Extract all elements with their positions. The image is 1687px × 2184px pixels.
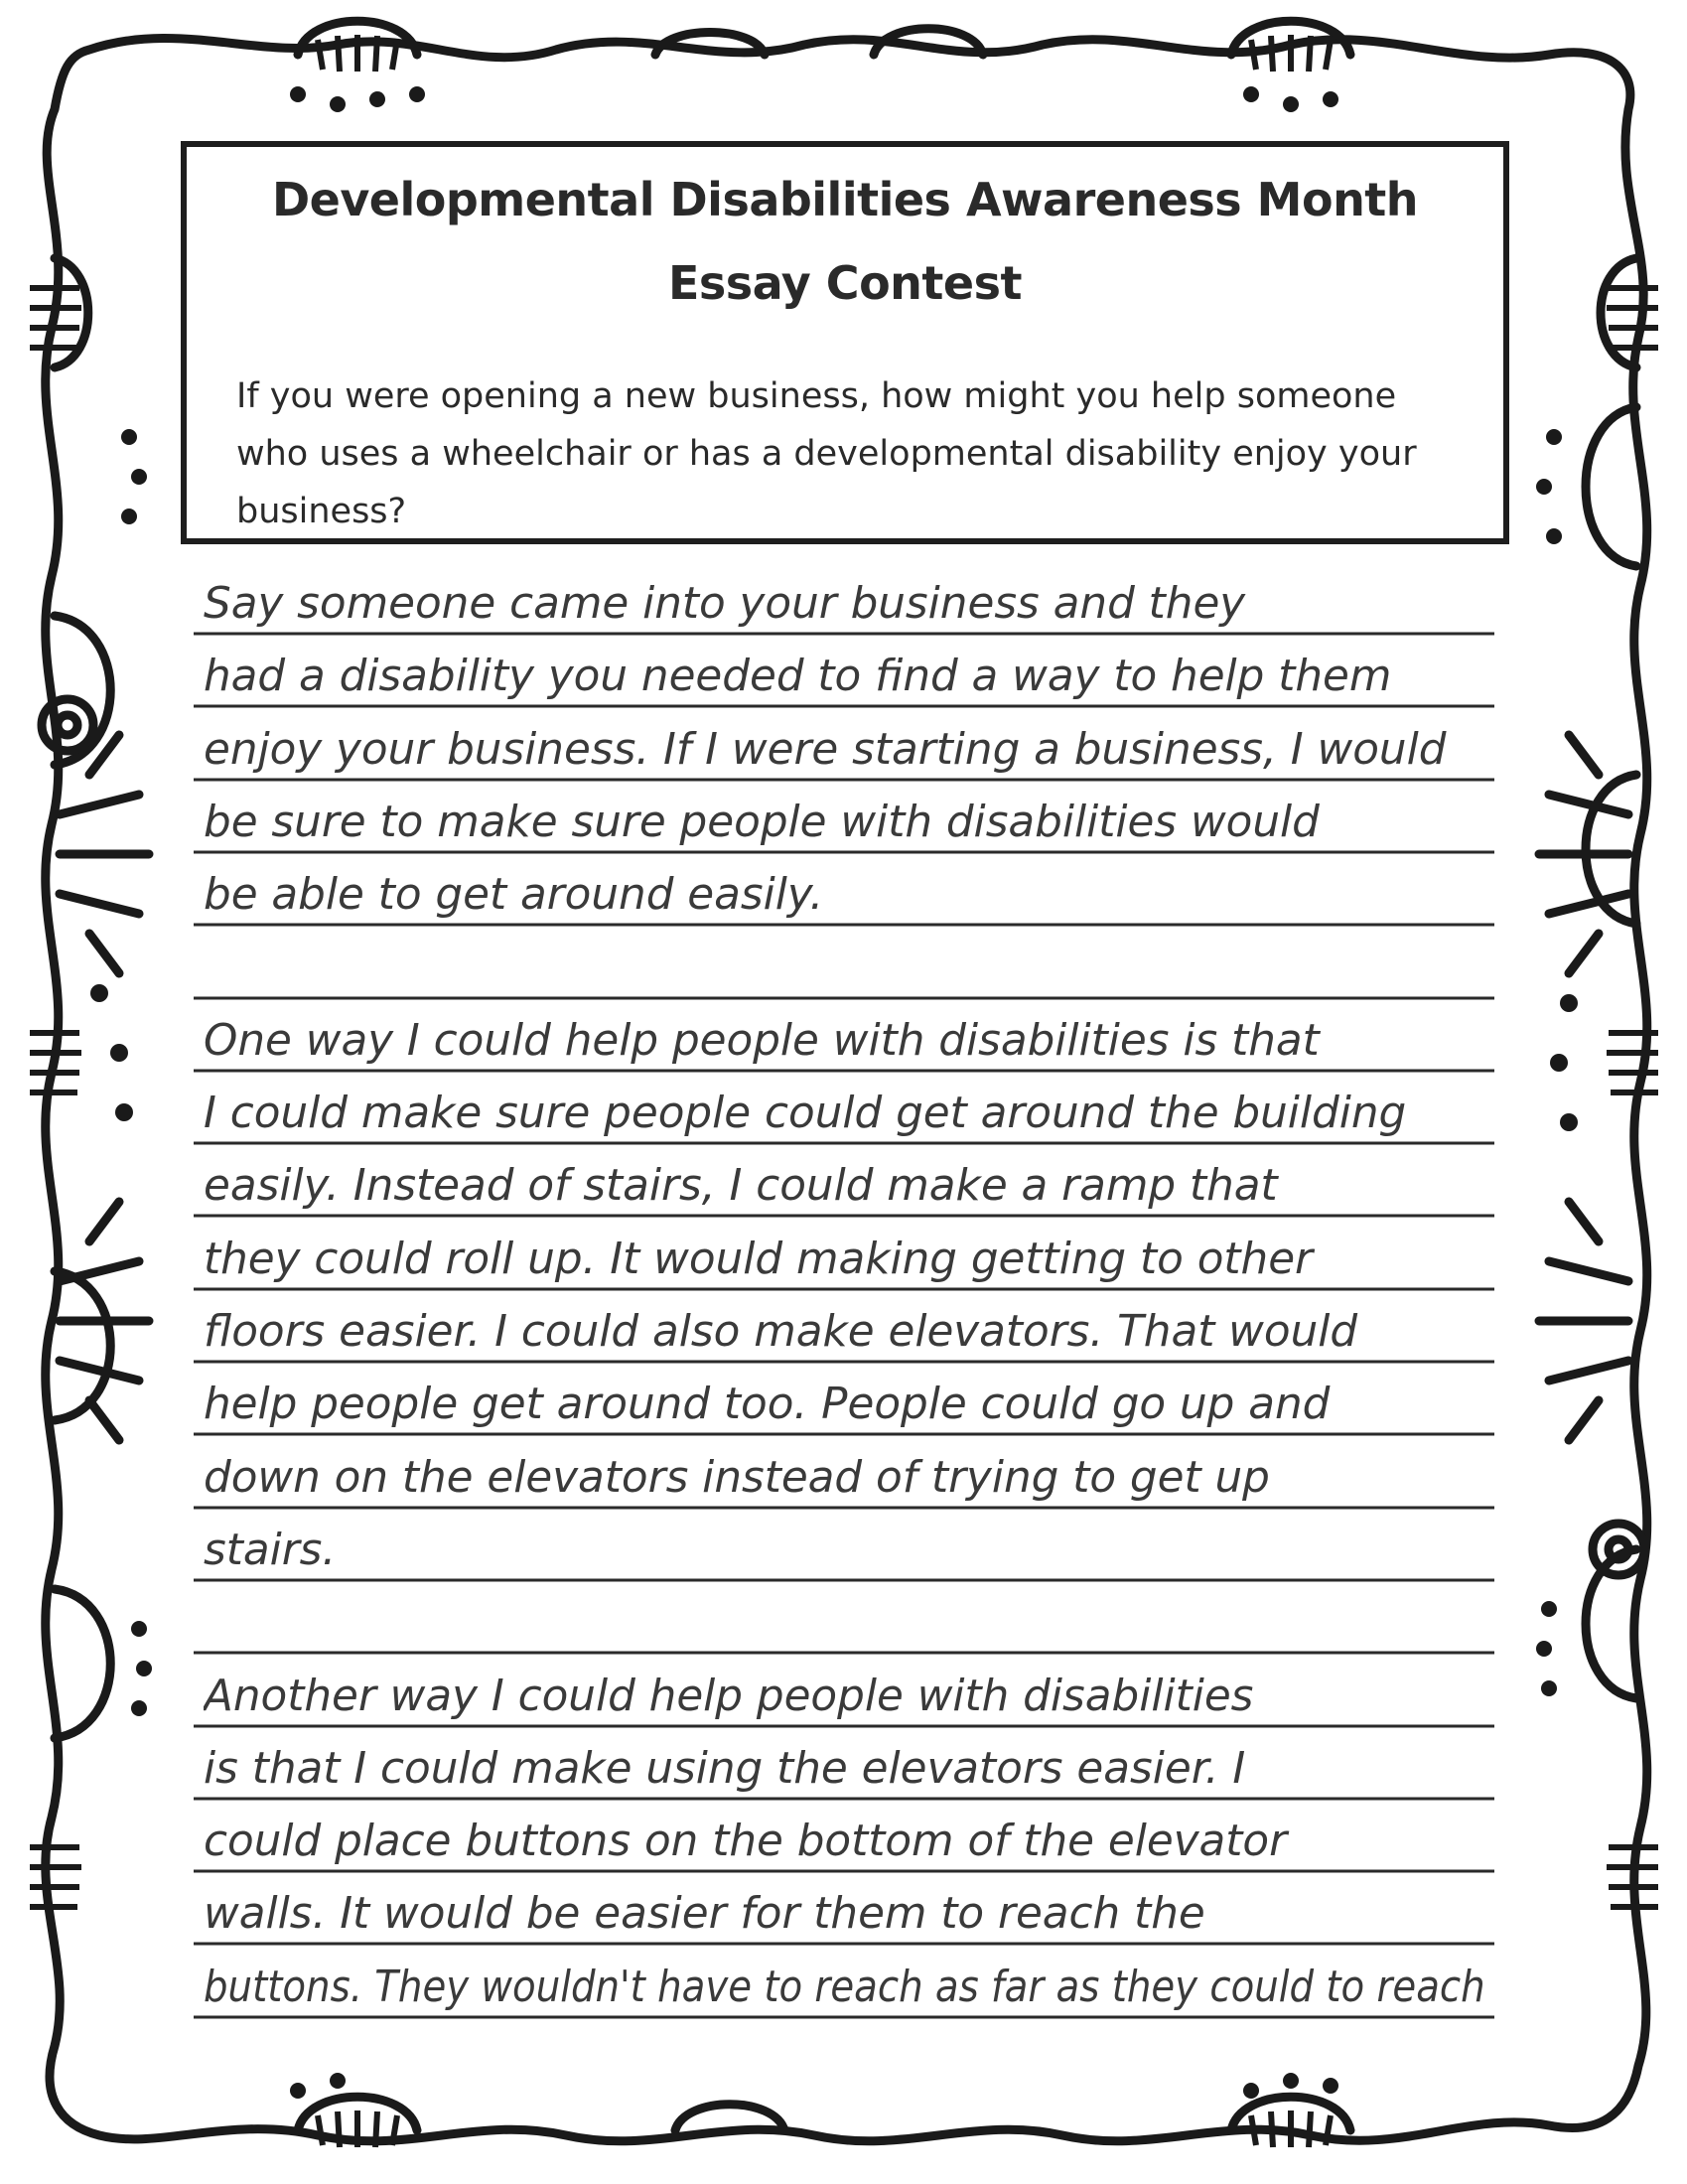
essay-line: stairs. [204,1525,337,1575]
essay-line: I could make sure people could get around the building [204,1088,1407,1138]
essay-line: had a disability you needed to find a way to help them [204,651,1392,701]
essay-line: Another way I could help people with disabilities [204,1671,1254,1721]
essay-line: they could roll up. It would making getting to other [204,1234,1313,1284]
essay-line: down on the elevators instead of trying to get up [204,1452,1270,1503]
essay-line: One way I could help people with disabilities is that [204,1015,1320,1066]
contest-subtitle: Essay Contest [668,256,1022,310]
essay-line: be able to get around easily. [204,869,824,920]
essay-line: be sure to make sure people with disabilities would [204,797,1320,847]
essay-line: easily. Instead of stairs, I could make a ramp that [204,1160,1278,1211]
essay-question: If you were opening a new business, how might you help someone who uses a wheelchair or has a developmental disability enjoy your business? [236,376,1417,531]
essay-line: buttons. They wouldn't have to reach as far as they could to reach [204,1962,1485,2012]
essay-line: could place buttons on the bottom of the elevator [204,1816,1288,1866]
essay-line: Say someone came into your business and they [204,578,1246,629]
essay-line: help people get around too. People could go up and [204,1379,1331,1429]
essay-line: enjoy your business. If I were starting a business, I would [204,724,1447,775]
contest-title: Developmental Disabilities Awareness Month [271,173,1419,226]
essay-line: walls. It would be easier for them to reach the [204,1888,1205,1939]
essay-line: floors easier. I could also make elevators. That would [204,1306,1358,1357]
essay-line: is that I could make using the elevators easier. I [204,1743,1246,1794]
